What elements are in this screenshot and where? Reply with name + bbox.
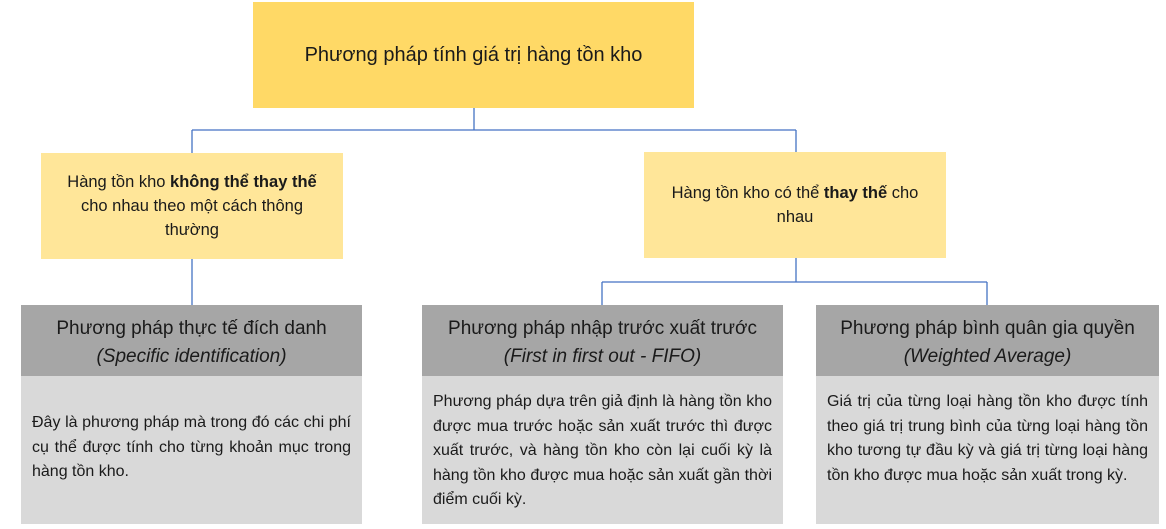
method-description: Đây là phương pháp mà trong đó các chi phí cụ thể được tính cho từng khoản mục trong hàng tồn kho.	[32, 414, 351, 480]
method-subtitle: (Specific identification)	[96, 346, 287, 367]
method-title: Phương pháp thực tế đích danh	[56, 318, 327, 339]
category-non-interchangeable	[41, 153, 343, 259]
category-right-prefix: Hàng tồn kho có thể	[671, 184, 824, 202]
method-specific-identification-body	[21, 376, 362, 524]
method-specific-identification-header	[21, 305, 362, 376]
method-fifo-header	[422, 305, 783, 376]
category-left-prefix: Hàng tồn kho	[67, 173, 171, 191]
method-title: Phương pháp bình quân gia quyền	[840, 318, 1135, 339]
category-non-interchangeable-text	[55, 170, 329, 242]
root-node	[253, 2, 694, 108]
method-description: Giá trị của từng loại hàng tồn kho được tính theo giá trị trung bình của từng loại hàng tồn kho tương tự đầu kỳ và giá trị từng loại hàng tồn kho được mua hoặc sản xuất trong kỳ.	[827, 393, 1148, 484]
method-weighted-average-body	[816, 376, 1159, 524]
category-interchangeable-text	[670, 181, 920, 229]
category-left-suffix: cho nhau theo một cách thông thường	[81, 197, 303, 239]
method-subtitle: (First in first out - FIFO)	[503, 346, 702, 367]
category-left-emphasis: không thể thay thế	[170, 173, 317, 191]
method-weighted-average-header	[816, 305, 1159, 376]
method-fifo-body	[422, 376, 783, 524]
category-interchangeable	[644, 152, 946, 258]
category-right-emphasis: thay thế	[823, 184, 888, 202]
method-description: Phương pháp dựa trên giả định là hàng tồn kho được mua trước hoặc sản xuất trước thì được xuất trước, và hàng tồn kho còn lại cuối kỳ là hàng tồn kho được mua hoặc sản xuất gần thời điểm cuối kỳ.	[433, 393, 772, 508]
root-title: Phương pháp tính giá trị hàng tồn kho	[304, 43, 643, 66]
method-subtitle: (Weighted Average)	[903, 346, 1072, 367]
method-title: Phương pháp nhập trước xuất trước	[448, 318, 757, 339]
category-right-suffix: cho nhau	[776, 184, 919, 226]
